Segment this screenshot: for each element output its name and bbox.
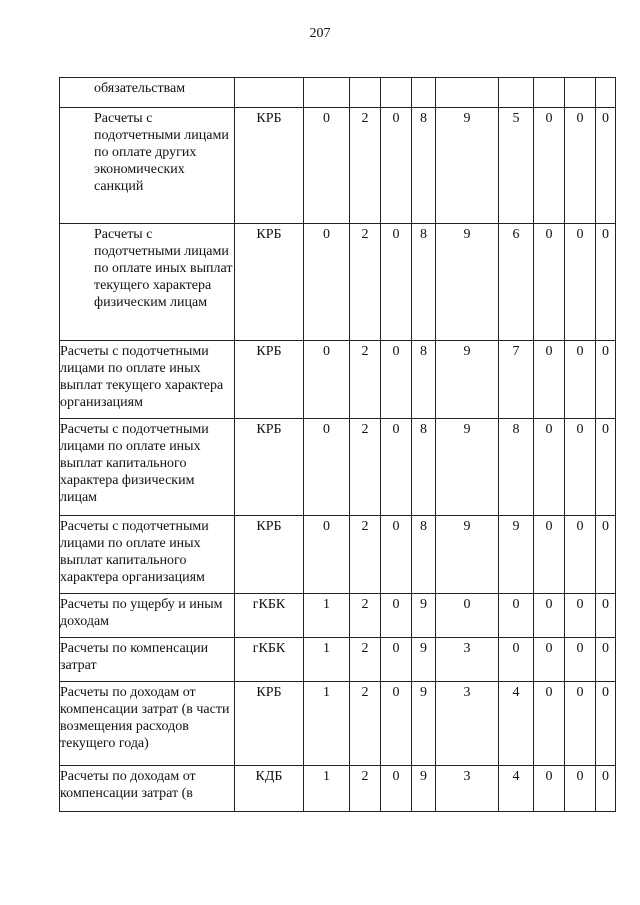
- row-digit: 2: [350, 682, 381, 766]
- row-digit: 0: [304, 419, 350, 516]
- row-digit: 9: [436, 516, 499, 594]
- row-digit: 0: [534, 594, 565, 638]
- row-digit: 9: [412, 594, 436, 638]
- page-number: 207: [309, 26, 331, 41]
- row-digit: 8: [499, 419, 534, 516]
- row-code: КРБ: [235, 341, 304, 419]
- row-digit: 0: [596, 682, 616, 766]
- table-row: [60, 682, 616, 766]
- row-digit: 8: [412, 108, 436, 224]
- row-digit: 0: [534, 224, 565, 341]
- row-code: КРБ: [235, 419, 304, 516]
- row-description: Расчеты по ущербу и иным доходам: [60, 594, 235, 638]
- row-description: Расчеты с подотчетными лицами по оплате других экономических санкций: [60, 108, 235, 224]
- row-digit: 0: [534, 419, 565, 516]
- row-digit: 1: [304, 594, 350, 638]
- row-digit: 3: [436, 638, 499, 682]
- row-digit: 0: [596, 594, 616, 638]
- row-digit: 0: [381, 341, 412, 419]
- table-row: [60, 594, 616, 638]
- table-row: [60, 224, 616, 341]
- row-digit: 3: [436, 766, 499, 812]
- row-digit: 0: [596, 341, 616, 419]
- row-digit: 0: [499, 638, 534, 682]
- row-digit: 0: [499, 594, 534, 638]
- table-row: [60, 341, 616, 419]
- row-digit: 2: [350, 224, 381, 341]
- row-digit: 0: [534, 516, 565, 594]
- row-description: Расчеты по доходам от компенсации затрат (в: [60, 766, 235, 812]
- row-digit: 7: [499, 341, 534, 419]
- row-digit: [381, 78, 412, 108]
- row-digit: 0: [381, 682, 412, 766]
- row-digit: 0: [596, 638, 616, 682]
- row-digit: 9: [412, 682, 436, 766]
- row-digit: 2: [350, 516, 381, 594]
- row-digit: 8: [412, 224, 436, 341]
- row-code: гКБК: [235, 638, 304, 682]
- row-digit: 0: [381, 638, 412, 682]
- row-digit: 9: [499, 516, 534, 594]
- row-digit: 2: [350, 638, 381, 682]
- row-digit: 0: [381, 224, 412, 341]
- row-digit: [304, 78, 350, 108]
- row-digit: 4: [499, 766, 534, 812]
- row-digit: 1: [304, 682, 350, 766]
- row-digit: [499, 78, 534, 108]
- row-digit: 0: [534, 638, 565, 682]
- row-description: обязательствам: [60, 78, 235, 108]
- row-digit: 0: [304, 516, 350, 594]
- row-digit: 0: [565, 594, 596, 638]
- row-digit: 0: [596, 419, 616, 516]
- row-description: Расчеты с подотчетными лицами по оплате иных выплат капитального характера физическим лицам: [60, 419, 235, 516]
- row-digit: 0: [565, 341, 596, 419]
- row-digit: 2: [350, 766, 381, 812]
- table-row: [60, 419, 616, 516]
- row-digit: 4: [499, 682, 534, 766]
- row-digit: 0: [565, 516, 596, 594]
- row-digit: 0: [304, 341, 350, 419]
- row-digit: 9: [436, 108, 499, 224]
- row-digit: 0: [381, 516, 412, 594]
- row-digit: 1: [304, 638, 350, 682]
- row-digit: 9: [436, 419, 499, 516]
- row-digit: 0: [534, 766, 565, 812]
- row-code: [235, 78, 304, 108]
- row-digit: 2: [350, 341, 381, 419]
- row-digit: 0: [565, 766, 596, 812]
- table-row: [60, 638, 616, 682]
- row-code: КРБ: [235, 682, 304, 766]
- row-description: Расчеты с подотчетными лицами по оплате иных выплат текущего характера физическим лицам: [60, 224, 235, 341]
- row-digit: 9: [412, 766, 436, 812]
- row-digit: 0: [534, 341, 565, 419]
- table-row: [60, 108, 616, 224]
- table-row: [60, 516, 616, 594]
- row-digit: 3: [436, 682, 499, 766]
- row-digit: 5: [499, 108, 534, 224]
- row-digit: 6: [499, 224, 534, 341]
- row-digit: 2: [350, 108, 381, 224]
- row-digit: 0: [596, 766, 616, 812]
- table-row: [60, 766, 616, 812]
- row-digit: 2: [350, 419, 381, 516]
- row-digit: 8: [412, 419, 436, 516]
- row-code: гКБК: [235, 594, 304, 638]
- row-digit: 2: [350, 594, 381, 638]
- row-code: КРБ: [235, 224, 304, 341]
- row-digit: [412, 78, 436, 108]
- row-digit: 8: [412, 341, 436, 419]
- row-digit: 0: [596, 516, 616, 594]
- row-digit: 0: [381, 108, 412, 224]
- row-digit: 9: [436, 341, 499, 419]
- row-description: Расчеты с подотчетными лицами по оплате иных выплат текущего характера организациям: [60, 341, 235, 419]
- row-digit: 0: [565, 638, 596, 682]
- row-digit: 0: [304, 108, 350, 224]
- row-digit: 0: [565, 108, 596, 224]
- accounts-table: [59, 77, 616, 812]
- row-digit: 0: [304, 224, 350, 341]
- row-digit: 0: [381, 766, 412, 812]
- row-digit: 0: [596, 224, 616, 341]
- row-digit: 0: [596, 108, 616, 224]
- row-description: Расчеты с подотчетными лицами по оплате иных выплат капитального характера организациям: [60, 516, 235, 594]
- row-digit: 1: [304, 766, 350, 812]
- row-code: КРБ: [235, 516, 304, 594]
- row-digit: [350, 78, 381, 108]
- row-digit: 9: [412, 638, 436, 682]
- row-digit: [534, 78, 565, 108]
- row-description: Расчеты по доходам от компенсации затрат (в части возмещения расходов текущего года): [60, 682, 235, 766]
- row-description: Расчеты по компенсации затрат: [60, 638, 235, 682]
- table-row: [60, 78, 616, 108]
- row-code: КДБ: [235, 766, 304, 812]
- row-digit: 0: [381, 594, 412, 638]
- row-digit: 0: [436, 594, 499, 638]
- row-digit: 0: [534, 108, 565, 224]
- row-digit: [436, 78, 499, 108]
- row-digit: 8: [412, 516, 436, 594]
- row-digit: [565, 78, 596, 108]
- row-code: КРБ: [235, 108, 304, 224]
- row-digit: 0: [565, 682, 596, 766]
- row-digit: 0: [565, 224, 596, 341]
- row-digit: 0: [565, 419, 596, 516]
- row-digit: 9: [436, 224, 499, 341]
- row-digit: 0: [534, 682, 565, 766]
- row-digit: 0: [381, 419, 412, 516]
- row-digit: [596, 78, 616, 108]
